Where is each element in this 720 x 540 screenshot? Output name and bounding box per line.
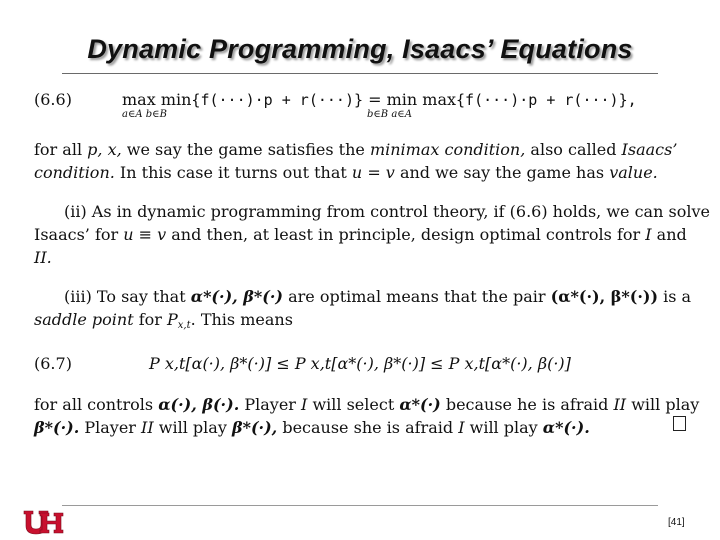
math-span: I [458,418,465,437]
text-span: because she is afraid [282,418,454,437]
text-span: In this case it turns out that [119,163,347,182]
text-span: . This means [190,310,293,329]
text-span: for [138,310,162,329]
min-operator: min [160,90,192,109]
text-span: for all controls [34,395,154,414]
university-logo-icon [22,509,68,536]
text-line [34,246,52,269]
math-span: I [645,225,652,244]
math-span: I [301,395,308,414]
text-span: because he is afraid [445,395,609,414]
text-line [64,200,710,223]
math-span: β*(·), [231,418,278,437]
math-span: II [141,418,154,437]
qed-box-icon [673,416,686,431]
math-span: α*(·) [399,395,441,414]
rhs-subscripts: b∈B a∈A [367,109,412,120]
emphasis-span: value. [609,163,658,182]
text-span: Isaacs’ for [34,225,119,244]
lhs-subscripts: a∈A b∈B [122,109,167,120]
emphasis-span: saddle point [34,310,134,329]
text-span: is a [663,287,692,306]
text-span: and [656,225,687,244]
math-span: α*(·). [542,418,590,437]
equation-number: (6.6) [34,90,72,109]
text-span: will select [312,395,395,414]
text-span: and then, at least in principle, design optimal controls for [171,225,641,244]
emphasis-span: minimax condition, [369,140,526,159]
text-line [34,416,686,439]
text-line [34,138,677,161]
emphasis-span: condition. [34,163,115,182]
equation-body: P x,t[α(·), β*(·)] ≤ P x,t[α*(·), β*(·)] ≤ P x,t[α*(·), β(·)] [149,354,571,373]
text-line [64,285,691,308]
text-span: will play [469,418,538,437]
math-span: u = v [351,163,395,182]
text-span: (ii) As in dynamic programming from control theory, if (6.6) holds, we can solve [64,202,710,221]
equals-sign: = [368,90,382,109]
math-span: II. [34,248,52,267]
text-span: Player [244,395,296,414]
text-line [34,308,293,337]
text-span: will play [158,418,227,437]
max-operator: max [122,90,156,109]
text-span: also called [530,140,617,159]
page-number: [41] [668,517,685,528]
max-operator: max [422,90,457,109]
math-span: β*(·). [34,418,80,437]
math-span: (α*(·), β*(·)) [550,287,659,306]
text-span: we say the game satisfies the [126,140,365,159]
math-span: II [613,395,627,414]
equation-rhs-body: {f(···)·p + r(···)}, [456,91,637,109]
text-line [34,223,687,246]
footer-divider [62,505,658,506]
text-span: will play [631,395,700,414]
min-operator: min [386,90,418,109]
equation-number: (6.7) [34,354,72,373]
math-span: p, x, [87,140,122,159]
title-divider [62,73,658,74]
text-span: Player [84,418,136,437]
subscript: x,t [177,320,191,331]
equation-lhs-body: {f(···)·p + r(···)} [191,91,364,109]
text-span: for all [34,140,83,159]
math-span: α*(·), β*(·) [190,287,283,306]
text-line [34,161,658,184]
emphasis-span: Isaacs’ [621,140,678,159]
math-span: α(·), β(·). [158,395,240,414]
math-span: u ≡ v [123,225,167,244]
text-span: and we say the game has [399,163,605,182]
text-line [34,393,699,416]
text-span: are optimal means that the pair [288,287,546,306]
slide-title: Dynamic Programming, Isaacs’ Equations [87,34,633,64]
math-span: P [167,310,178,329]
text-span: (iii) To say that [64,287,186,306]
